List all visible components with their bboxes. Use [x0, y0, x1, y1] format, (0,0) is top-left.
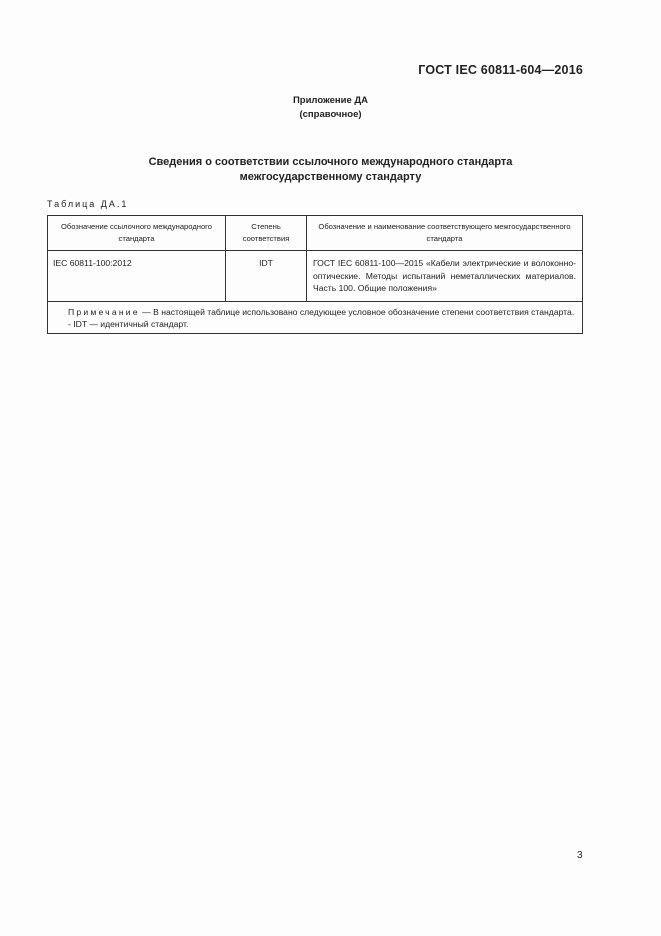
header-degree: Степень соответствия [226, 216, 307, 251]
table-label: Таблица ДА.1 [47, 199, 129, 209]
annex-title: Приложение ДА [292, 95, 369, 106]
annex-heading [0, 94, 661, 122]
header-national-standard: Обозначение и наименование соответствующего межгосударственного стандарта [307, 216, 583, 251]
annex-subtitle: (справочное) [299, 109, 362, 120]
table-header-row [48, 216, 583, 251]
section-title [0, 155, 661, 185]
correspondence-table [47, 215, 583, 334]
page-number: 3 [577, 850, 583, 861]
table-row [48, 251, 583, 302]
table-note-row [48, 301, 583, 333]
table-note [48, 301, 583, 333]
document-code: ГОСТ IEC 60811-604—2016 [418, 63, 583, 77]
note-text: — В настоящей таблице использовано следующее условное обозначение степени соответствия стандарта. [139, 306, 575, 317]
note-item: - IDT — идентичный стандарт. [68, 318, 189, 329]
cell-national-standard: ГОСТ IEC 60811-100—2015 «Кабели электрические и волоконно-оптические. Методы испытаний неметаллических материалов. Часть 100. Общие положения» [307, 251, 583, 302]
note-lead: Примечание [68, 306, 140, 317]
cell-degree: IDT [226, 251, 307, 302]
header-ref-standard: Обозначение ссылочного международного стандарта [48, 216, 226, 251]
note-text-line [56, 306, 576, 318]
section-title-line1: Сведения о соответствии ссылочного международного стандарта [148, 156, 513, 168]
section-title-line2: межгосударственному стандарту [239, 171, 422, 183]
cell-ref-standard: IEC 60811-100:2012 [48, 251, 226, 302]
